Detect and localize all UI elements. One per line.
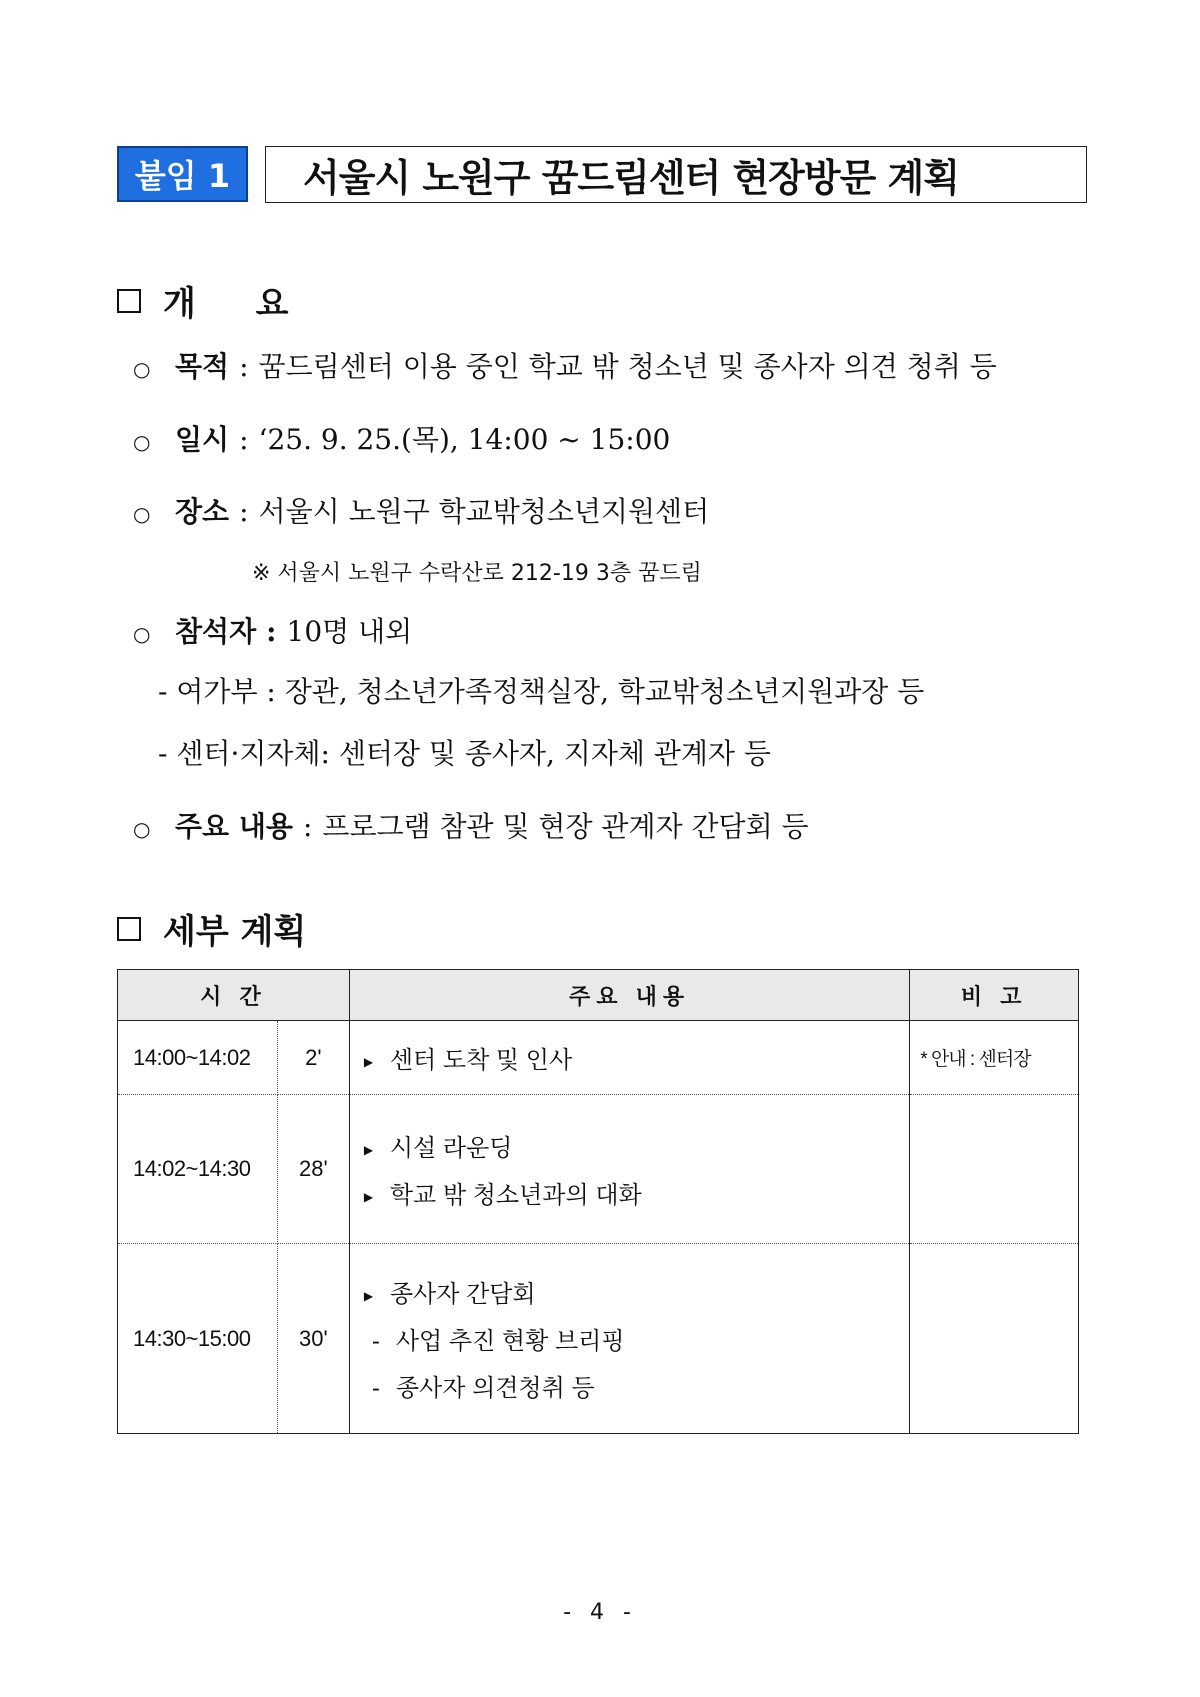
circle-bullet-icon: ○ xyxy=(133,622,151,646)
datetime-label: 일시 xyxy=(175,423,230,456)
column-header-note: 비 고 xyxy=(910,970,1079,1021)
purpose-label: 목적 xyxy=(175,350,230,383)
triangle-bullet-icon: ▶ xyxy=(363,1142,374,1157)
table-row xyxy=(118,1095,1079,1244)
schedule-table xyxy=(117,969,1079,1434)
place-address-note: ※ 서울시 노원구 수락산로 212-19 3층 꿈드림 xyxy=(252,561,702,586)
purpose-value: 꿈드림센터 이용 중인 학교 밖 청소년 및 종사자 의견 청취 등 xyxy=(258,350,997,383)
content-cell: ▶ 종사자 간담회 - 사업 추진 현황 브리핑 - 종사자 의견청취 등 xyxy=(349,1244,909,1434)
attendee-item: - 여가부 : 장관, 청소년가족정책실장, 학교밖청소년지원과장 등 xyxy=(158,675,925,708)
content-cell: ▶ 센터 도착 및 인사 xyxy=(349,1021,909,1095)
circle-bullet-icon: ○ xyxy=(133,502,151,526)
page-number: - 4 - xyxy=(563,1600,637,1625)
column-header-content: 주요 내용 xyxy=(349,970,909,1021)
table-row xyxy=(118,1244,1079,1434)
attendee-item: - 센터·지자체: 센터장 및 종사자, 지자체 관계자 등 xyxy=(158,737,771,770)
circle-bullet-icon: ○ xyxy=(133,430,151,454)
triangle-bullet-icon: ▶ xyxy=(363,1189,374,1204)
checkbox-square-icon xyxy=(117,289,141,313)
duration-cell: 28' xyxy=(277,1095,349,1244)
note-cell: * 안내 : 센터장 xyxy=(910,1021,1079,1095)
purpose-line: ○ 목적 : 꿈드림센터 이용 중인 학교 밖 청소년 및 종사자 의견 청취 등 xyxy=(133,345,997,385)
note-cell xyxy=(910,1244,1079,1434)
attendees-line: ○ 참석자 : 10명 내외 xyxy=(133,610,412,650)
content-cell: ▶ 시설 라운딩 ▶ 학교 밖 청소년과의 대화 xyxy=(349,1095,909,1244)
column-header-time: 시 간 xyxy=(118,970,350,1021)
table-row xyxy=(118,1021,1079,1095)
place-label: 장소 xyxy=(175,495,230,528)
circle-bullet-icon: ○ xyxy=(133,357,151,381)
time-cell: 14:30~15:00 xyxy=(118,1244,278,1434)
attendees-value: 10명 내외 xyxy=(286,615,413,648)
checkbox-square-icon xyxy=(117,917,141,941)
note-cell xyxy=(910,1095,1079,1244)
place-line: ○ 장소 : 서울시 노원구 학교밖청소년지원센터 xyxy=(133,490,709,530)
duration-cell: 30' xyxy=(277,1244,349,1434)
triangle-bullet-icon: ▶ xyxy=(363,1288,374,1303)
datetime-line: ○ 일시 : ‘25. 9. 25.(목), 14:00 ~ 15:00 xyxy=(133,418,670,458)
document-title: 서울시 노원구 꿈드림센터 현장방문 계획 xyxy=(265,146,1087,203)
time-cell: 14:00~14:02 xyxy=(118,1021,278,1095)
attachment-tag: 붙임 1 xyxy=(117,146,248,202)
main-content-line: ○ 주요 내용 : 프로그램 참관 및 현장 관계자 간담회 등 xyxy=(133,805,809,845)
details-heading: 세부 계획 xyxy=(117,904,306,953)
datetime-value: ‘25. 9. 25.(목), 14:00 ~ 15:00 xyxy=(258,423,671,456)
main-content-label: 주요 내용 xyxy=(175,810,293,843)
duration-cell: 2' xyxy=(277,1021,349,1095)
circle-bullet-icon: ○ xyxy=(133,817,151,841)
triangle-bullet-icon: ▶ xyxy=(363,1054,374,1069)
main-content-value: 프로그램 참관 및 현장 관계자 간담회 등 xyxy=(322,810,809,843)
time-cell: 14:02~14:30 xyxy=(118,1095,278,1244)
attendees-label: 참석자 xyxy=(175,615,257,648)
overview-heading: 개 요 xyxy=(117,276,313,325)
place-value: 서울시 노원구 학교밖청소년지원센터 xyxy=(258,495,710,528)
